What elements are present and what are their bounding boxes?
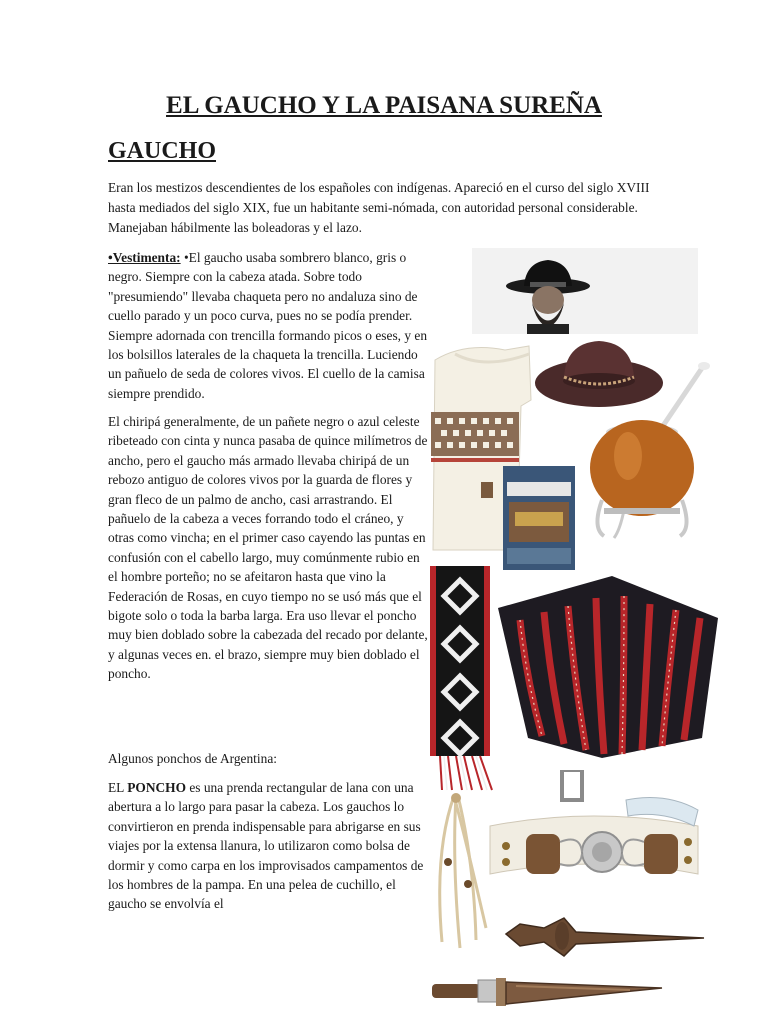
poncho-paragraph bbox=[108, 778, 430, 914]
page-title: EL GAUCHO Y LA PAISANA SUREÑA bbox=[166, 92, 602, 119]
vestimenta-label: •Vestimenta: bbox=[108, 250, 181, 265]
vestimenta-paragraph bbox=[108, 248, 428, 403]
facon-knife-image bbox=[430, 964, 666, 1020]
rastra-belt-image bbox=[476, 770, 712, 890]
gaucho-portrait-photo bbox=[472, 248, 698, 334]
section-heading-gaucho: GAUCHO bbox=[108, 138, 216, 164]
knife-sheath-image bbox=[504, 908, 710, 960]
intro-paragraph: Eran los mestizos descendientes de los españoles con indígenas. Apareció en el curso del siglo XVIII hasta mediados del siglo XIX, fue un habitante semi-nómada, con autoridad personal considerable. Manejaban hábilmente las boleadoras y el lazo. bbox=[108, 180, 650, 235]
ponchos-intro: Algunos ponchos de Argentina: bbox=[108, 751, 277, 766]
poncho-bold: PONCHO bbox=[127, 780, 186, 795]
chiripa-paragraph: El chiripá generalmente, de un pañete negro o azul celeste ribeteado con cinta y nunca pasaba de quince milímetros de ancho, pero el gaucho más armado llevaba chiripá de un rebozo antiguo de colores vivos por la guarda de flores y gran fleco de un palmo de ancho, casi arrastrando. El pañuelo de la cabeza a veces forrando todo el cráneo, y otras como vincha; en el primer caso cayendo las puntas en confusión con el cabello largo, muy comúnmente rubio en el hombre porteño; no se afeitaron hasta que vino la Federación de Rosas, en cuyo tiempo no se usó más que el bigote solo o toda la barba larga. Era uso llevar el poncho muy bien doblado sobre la cabezada del recado por delante, y algunas veces en. el brazo, siempre muy bien doblado el poncho. bbox=[108, 414, 428, 682]
vestimenta-text: •El gaucho usaba sombrero blanco, gris o negro. Siempre con la cabeza atada. Sobre todo "presumiendo" llevaba chaqueta pero no andaluza sino de cuello parado y un poco curva, pues no se podía prender. Siempre adornada con trencilla formando picos o eses, y en los bolsillos laterales de la chaqueta la trencilla. Luciendo un pañuelo de seda de colores vivos. El cuello de la camisa siempre prendido. bbox=[108, 250, 428, 401]
yerba-mate-package-image bbox=[503, 466, 575, 570]
poncho-text: es una prenda rectangular de lana con una abertura a lo largo para pasar la cabeza. Los gauchos lo convirtieron en prenda indispensable para abrigarse en sus viajes por la extensa llanura, lo utilizaron como bolsa de dormir y como carpa en los improvisados campamentos de los hombres de la pampa. En una pelea de cuchillo, el gaucho se envolvía el bbox=[108, 780, 424, 912]
poncho-prefix: EL bbox=[108, 780, 128, 795]
mate-gourd-image bbox=[584, 360, 714, 542]
red-black-poncho-image bbox=[492, 568, 720, 764]
